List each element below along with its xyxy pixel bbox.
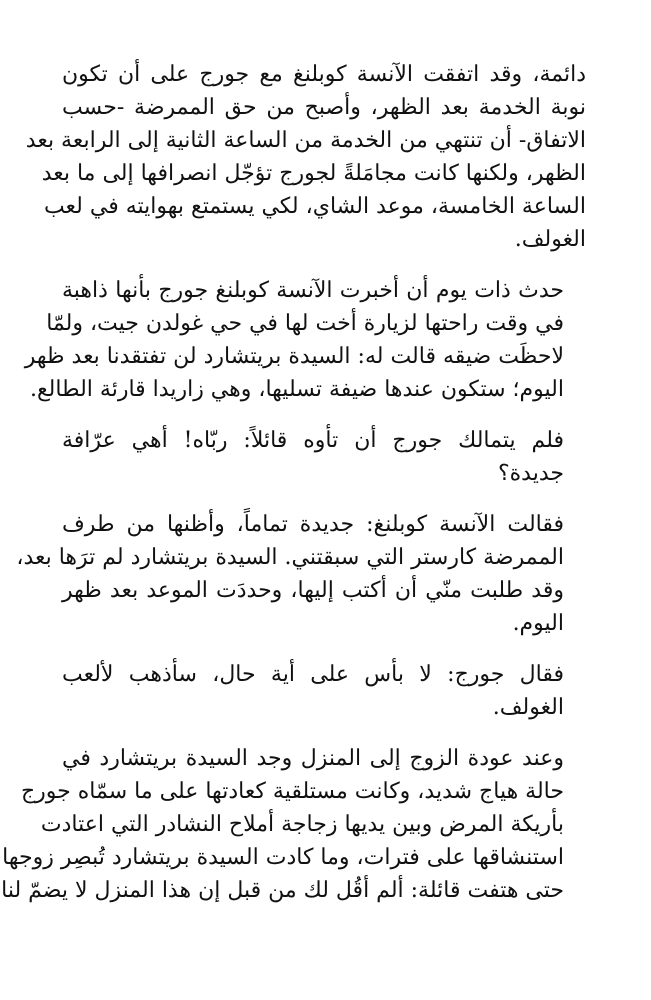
paragraph-4 bbox=[16, 508, 586, 640]
text-line: الممرضة كارستر التي سبقتني. السيدة بريتشارد لم ترَها بعد، bbox=[16, 545, 564, 570]
paragraph-1 bbox=[25, 58, 586, 256]
text-line: نوبة الخدمة بعد الظهر، وأصبح من حق الممرضة -حسب bbox=[62, 95, 586, 120]
text-line: دائمة، وقد اتفقت الآنسة كوبلنغ مع جورج على أن تكون bbox=[62, 62, 586, 87]
paragraph-3 bbox=[62, 424, 586, 490]
paragraph-5 bbox=[62, 658, 586, 724]
paragraph-2 bbox=[24, 274, 586, 406]
text-line: بأريكة المرض وبين يديها زجاجة أملاح النشادر التي اعتادت bbox=[40, 812, 564, 837]
text-line: وعند عودة الزوج إلى المنزل وجد السيدة بريتشارد في bbox=[62, 746, 564, 771]
text-line: الغولف. bbox=[492, 695, 564, 720]
paragraph-6 bbox=[1, 742, 586, 907]
text-line: جديدة؟ bbox=[497, 461, 564, 486]
text-line: اليوم. bbox=[512, 611, 564, 636]
text-line: فقالت الآنسة كوبلنغ: جديدة تماماً، وأظنها من طرف bbox=[62, 512, 564, 537]
text-line: الظهر، ولكنها كانت مجامَلةً لجورج تؤجّل انصرافها إلى ما بعد bbox=[41, 161, 586, 186]
text-line: حالة هياج شديد، وكانت مستلقية كعادتها على ما سمّاه جورج bbox=[20, 779, 564, 804]
text-line: فلم يتمالك جورج أن تأوه قائلاً: ربّاه! أهي عرّافة bbox=[62, 428, 564, 453]
book-page-text bbox=[1, 58, 586, 925]
text-line: الغولف. bbox=[514, 227, 586, 252]
text-line: حدث ذات يوم أن أخبرت الآنسة كوبلنغ جورج بأنها ذاهبة bbox=[62, 278, 564, 303]
text-line: لاحظَت ضيقه قالت له: السيدة بريتشارد لن تفتقدنا بعد ظهر bbox=[24, 344, 564, 369]
text-line: الساعة الخامسة، موعد الشاي، لكي يستمتع بهوايته في لعب bbox=[43, 194, 586, 219]
text-line: وقد طلبت منّي أن أكتب إليها، وحددَت الموعد بعد ظهر bbox=[62, 578, 564, 603]
text-line: اليوم؛ ستكون عندها ضيفة تسليها، وهي زاريدا قارئة الطالع. bbox=[29, 377, 564, 402]
text-line: استنشاقها على فترات، وما كادت السيدة بريتشارد تُبصِر زوجها bbox=[2, 845, 564, 870]
text-line: الاتفاق- أن تنتهي من الخدمة من الساعة الثانية إلى الرابعة بعد bbox=[25, 128, 586, 153]
text-line: حتى هتفت قائلة: ألم أقُل لك من قبل إن هذا المنزل لا يضمّ لنا bbox=[1, 878, 564, 903]
text-line: في وقت راحتها لزيارة أخت لها في حي غولدن جيت، ولمّا bbox=[46, 311, 564, 336]
text-line: فقال جورج: لا بأس على أية حال، سأذهب لألعب bbox=[62, 662, 564, 687]
